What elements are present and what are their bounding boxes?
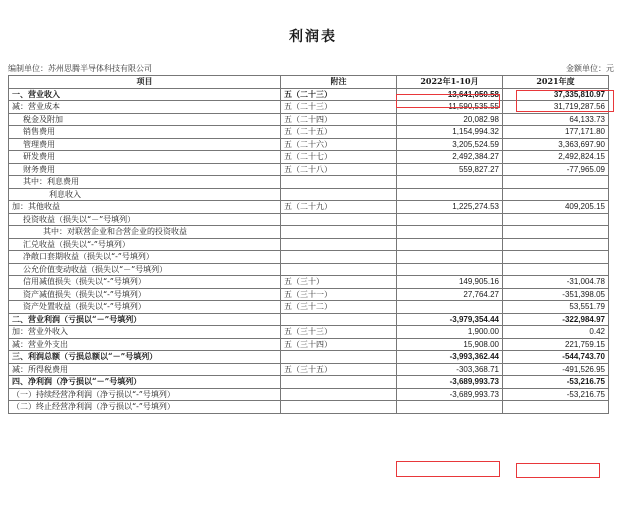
row-note: 五（二十七） (281, 151, 397, 164)
table-row (9, 188, 609, 201)
row-value-2021: 2,492,824.15 (503, 151, 609, 164)
row-value-2022: -3,979,354.44 (397, 313, 503, 326)
row-item-label: 利息收入 (9, 188, 281, 201)
table-row (9, 163, 609, 176)
row-value-2022: -3,689,993.73 (397, 388, 503, 401)
row-value-2021 (503, 188, 609, 201)
header-period-2021: 2021年度 (503, 76, 609, 89)
page-title: 利润表 (289, 29, 337, 45)
row-item-label: 资产减值损失（损失以“-”号填列） (9, 288, 281, 301)
income-statement-table (8, 75, 609, 414)
table-row (9, 138, 609, 151)
table-row (9, 88, 609, 101)
row-value-2022: 1,225,274.53 (397, 201, 503, 214)
row-value-2021: -351,398.05 (503, 288, 609, 301)
row-value-2021: 221,759.15 (503, 338, 609, 351)
row-item-label: 销售费用 (9, 126, 281, 139)
row-value-2021: 3,363,697.90 (503, 138, 609, 151)
row-item-label: 二、营业利润（亏损以“－”号填列） (9, 313, 281, 326)
row-value-2022: 1,900.00 (397, 326, 503, 339)
row-note (281, 401, 397, 414)
row-item-label: 减：营业外支出 (9, 338, 281, 351)
row-value-2021 (503, 401, 609, 414)
table-row (9, 226, 609, 239)
table-row (9, 301, 609, 314)
table-row (9, 376, 609, 389)
row-item-label: 其中：利息费用 (9, 176, 281, 189)
row-item-label: 减：营业成本 (9, 101, 281, 114)
table-row (9, 388, 609, 401)
row-value-2021 (503, 238, 609, 251)
row-value-2021: -31,004.78 (503, 276, 609, 289)
row-item-label: （二）终止经营净利润（净亏损以“-”号填列） (9, 401, 281, 414)
row-note (281, 213, 397, 226)
table-row (9, 113, 609, 126)
row-value-2021 (503, 213, 609, 226)
row-item-label: 一、营业收入 (9, 88, 281, 101)
row-value-2021: -53,216.75 (503, 388, 609, 401)
row-value-2021: 0.42 (503, 326, 609, 339)
row-item-label: 减：所得税费用 (9, 363, 281, 376)
row-note (281, 388, 397, 401)
row-value-2021: 31,719,287.56 (503, 101, 609, 114)
row-note: 五（二十五） (281, 126, 397, 139)
row-note: 五（三十二） (281, 301, 397, 314)
header-note: 附注 (281, 76, 397, 89)
row-value-2022: 559,827.27 (397, 163, 503, 176)
table-row (9, 363, 609, 376)
row-note: 五（三十五） (281, 363, 397, 376)
table-row (9, 313, 609, 326)
row-item-label: 三、利润总额（亏损总额以“－”号填列） (9, 351, 281, 364)
row-item-label: 投资收益（损失以“－”号填列） (9, 213, 281, 226)
row-note: 五（二十九） (281, 201, 397, 214)
row-note: 五（二十三） (281, 101, 397, 114)
company-name: 编制单位：苏州思腾半导体科技有限公司 (8, 64, 152, 73)
table-row (9, 101, 609, 114)
table-row (9, 126, 609, 139)
row-value-2022 (397, 226, 503, 239)
row-value-2021: 177,171.80 (503, 126, 609, 139)
row-item-label: 管理费用 (9, 138, 281, 151)
row-value-2022: 13,641,050.58 (397, 88, 503, 101)
row-item-label: 净敞口套期收益（损失以“-”号填列） (9, 251, 281, 264)
header-row (9, 76, 609, 89)
row-note: 五（三十三） (281, 326, 397, 339)
table-row (9, 401, 609, 414)
row-note: 五（二十六） (281, 138, 397, 151)
row-value-2021: -544,743.70 (503, 351, 609, 364)
table-row (9, 251, 609, 264)
row-note (281, 376, 397, 389)
row-value-2022: 11,590,535.55 (397, 101, 503, 114)
row-note (281, 263, 397, 276)
row-value-2022: -3,993,362.44 (397, 351, 503, 364)
table-row (9, 263, 609, 276)
row-value-2021: 37,335,810.97 (503, 88, 609, 101)
row-value-2022: 3,205,524.59 (397, 138, 503, 151)
row-item-label: 资产处置收益（损失以“-”号填列） (9, 301, 281, 314)
table-row (9, 213, 609, 226)
row-note (281, 226, 397, 239)
row-value-2021: 409,205.15 (503, 201, 609, 214)
highlight-box-netprofit-2022 (396, 461, 500, 477)
row-value-2022: 20,082.98 (397, 113, 503, 126)
currency-unit: 金额单位：元 (566, 64, 614, 73)
row-note: 五（三十一） (281, 288, 397, 301)
table-row (9, 288, 609, 301)
table-row (9, 338, 609, 351)
row-value-2022 (397, 251, 503, 264)
table-row (9, 176, 609, 189)
row-item-label: （一）持续经营净利润（净亏损以“-”号填列） (9, 388, 281, 401)
row-value-2022: 15,908.00 (397, 338, 503, 351)
row-item-label: 其中：对联营企业和合营企业的投资收益 (9, 226, 281, 239)
row-note: 五（二十三） (281, 88, 397, 101)
row-value-2022 (397, 213, 503, 226)
row-value-2021: -77,965.09 (503, 163, 609, 176)
row-note (281, 351, 397, 364)
row-item-label: 汇兑收益（损失以“-”号填列） (9, 238, 281, 251)
row-note (281, 188, 397, 201)
row-item-label: 加：其他收益 (9, 201, 281, 214)
row-value-2022: 1,154,994.32 (397, 126, 503, 139)
row-note: 五（三十） (281, 276, 397, 289)
row-note (281, 251, 397, 264)
row-value-2021: -322,984.97 (503, 313, 609, 326)
table-row (9, 276, 609, 289)
row-note: 五（三十四） (281, 338, 397, 351)
row-note (281, 176, 397, 189)
row-note: 五（二十八） (281, 163, 397, 176)
row-value-2022 (397, 176, 503, 189)
table-row (9, 351, 609, 364)
row-note (281, 238, 397, 251)
row-item-label: 研发费用 (9, 151, 281, 164)
row-note: 五（二十四） (281, 113, 397, 126)
row-value-2022: -3,689,993.73 (397, 376, 503, 389)
row-value-2022: -303,368.71 (397, 363, 503, 376)
row-item-label: 加：营业外收入 (9, 326, 281, 339)
highlight-box-netprofit-2021 (516, 463, 600, 478)
row-value-2022 (397, 188, 503, 201)
row-item-label: 信用减值损失（损失以“-”号填列） (9, 276, 281, 289)
row-value-2022 (397, 401, 503, 414)
row-item-label: 税金及附加 (9, 113, 281, 126)
header-item: 项目 (9, 76, 281, 89)
row-value-2022: 27,764.27 (397, 288, 503, 301)
table-row (9, 238, 609, 251)
row-value-2021 (503, 263, 609, 276)
row-item-label: 财务费用 (9, 163, 281, 176)
header-period-2022: 2022年1-10月 (397, 76, 503, 89)
row-value-2022 (397, 301, 503, 314)
row-value-2021 (503, 251, 609, 264)
row-value-2021: 53,551.79 (503, 301, 609, 314)
row-value-2021 (503, 226, 609, 239)
row-value-2021: 64,133.73 (503, 113, 609, 126)
table-row (9, 151, 609, 164)
row-value-2022 (397, 263, 503, 276)
row-note (281, 313, 397, 326)
row-item-label: 公允价值变动收益（损失以“－”号填列） (9, 263, 281, 276)
row-value-2022: 149,905.16 (397, 276, 503, 289)
row-value-2022 (397, 238, 503, 251)
row-value-2022: 2,492,384.27 (397, 151, 503, 164)
row-value-2021 (503, 176, 609, 189)
row-item-label: 四、净利润（净亏损以“－”号填列） (9, 376, 281, 389)
row-value-2021: -491,526.95 (503, 363, 609, 376)
row-value-2021: -53,216.75 (503, 376, 609, 389)
table-row (9, 201, 609, 214)
table-row (9, 326, 609, 339)
